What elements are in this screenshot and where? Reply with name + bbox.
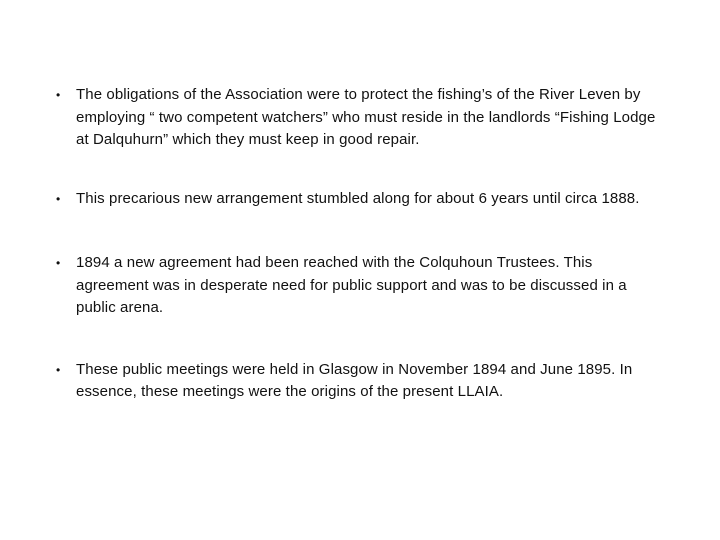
- bullet-text: This precarious new arrangement stumbled along for about 6 years until circa 1888.: [76, 189, 640, 207]
- bullet-text: 1894 a new agreement had been reached with the Colquhoun Trustees. This agreement was in desperate need for public support and was to be discussed in a public arena.: [76, 254, 627, 316]
- bullet-list: [56, 84, 666, 404]
- bullet-text: The obligations of the Association were to protect the fishing’s of the River Leven by employing “ two competent watchers” who must reside in the landlords “Fishing Lodge at Dalquhurn” which they must keep in good repair.: [76, 86, 656, 148]
- bullet-item-obligations: [56, 84, 666, 152]
- bullet-marker: •: [56, 88, 61, 102]
- bullet-marker: •: [56, 362, 61, 377]
- bullet-marker: •: [56, 256, 61, 270]
- bullet-item-agreement: [56, 252, 666, 320]
- bullet-text: These public meetings were held in Glasgow in November 1894 and June 1895. In essence, these meetings were the origins of the present LLAIA.: [76, 360, 633, 400]
- bullet-item-arrangement: [56, 188, 666, 211]
- bullet-item-meetings: [56, 359, 666, 404]
- bullet-marker: •: [56, 191, 61, 206]
